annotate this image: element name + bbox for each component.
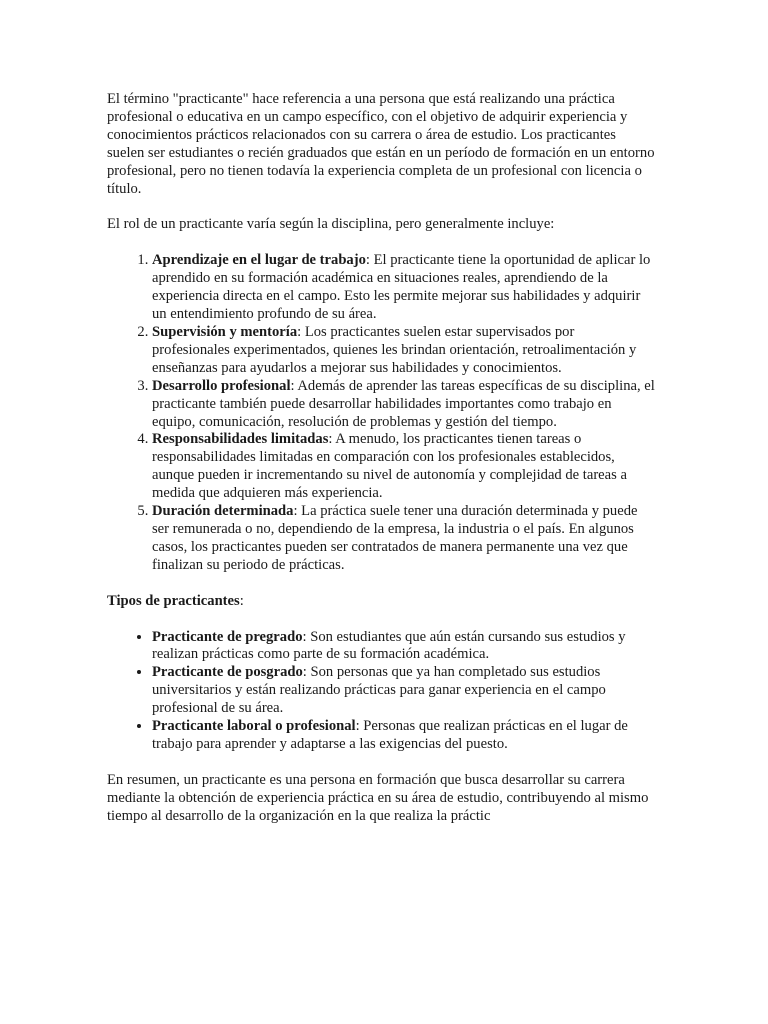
roles-intro-paragraph: El rol de un practicante varía según la disciplina, pero generalmente incluye: — [107, 216, 555, 233]
role-text: : Además de aprender las tareas específicas de su disciplina, el practicante también puede desarrollar habilidades importantes como trabajo en equipo, comunicación, resolución de problemas y gestión del tiempo. — [152, 377, 655, 430]
type-text: : Personas que realizan prácticas en el lugar de trabajo para aprender y adaptarse a las exigencias del puesto. — [152, 718, 628, 752]
roles-list — [107, 252, 655, 574]
document-page — [107, 91, 655, 826]
roles-list-item — [152, 431, 655, 503]
types-list-item — [152, 664, 655, 718]
intro-paragraph: El término "practicante" hace referencia a una persona que está realizando una práctica profesional o educativa en un campo específico, con el objetivo de adquirir experiencia y conocimientos prácticos relacionados con su carrera o área de estudio. Los practicantes suelen ser estudiantes o recién graduados que están en un período de formación en un entorno profesional, pero no tienen todavía la experiencia completa de un profesional con licencia o título. — [107, 91, 655, 197]
types-heading — [107, 593, 655, 611]
types-heading-label: Tipos de practicantes — [107, 592, 240, 609]
types-list-item — [152, 629, 655, 665]
roles-list-item — [152, 324, 655, 378]
role-title: Aprendizaje en el lugar de trabajo — [152, 252, 366, 269]
summary-paragraph: En resumen, un practicante es una persona en formación que busca desarrollar su carrera mediante la obtención de experiencia práctica en su área de estudio, contribuyendo al mismo tiempo al desarrollo de la organización en la que realiza la práctic — [107, 771, 649, 824]
type-title: Practicante de posgrado — [152, 664, 303, 681]
role-title: Supervisión y mentoría — [152, 323, 298, 340]
role-title: Duración determinada — [152, 503, 294, 520]
type-title: Practicante laboral o profesional — [152, 718, 356, 735]
role-text: : La práctica suele tener una duración determinada y puede ser remunerada o no, dependiendo de la empresa, la industria o el país. En algunos casos, los practicantes pueden ser contratados de manera permanente una vez que finalizan su periodo de prácticas. — [152, 503, 638, 573]
roles-list-item — [152, 252, 655, 324]
types-heading-colon: : — [239, 592, 244, 609]
types-list — [107, 629, 655, 754]
type-title: Practicante de pregrado — [152, 628, 303, 645]
type-text: : Son estudiantes que aún están cursando sus estudios y realizan prácticas como parte de su formación académica. — [152, 628, 626, 663]
role-title: Responsabilidades limitadas — [152, 431, 329, 448]
roles-list-item — [152, 503, 655, 575]
role-text: : Los practicantes suelen estar supervisados por profesionales experimentados, quienes les brindan orientación, retroalimentación y enseñanzas para ayudarlos a mejorar sus habilidades y conocimientos. — [152, 323, 637, 376]
roles-list-item — [152, 378, 655, 432]
role-text: : A menudo, los practicantes tienen tareas o responsabilidades limitadas en comparación con los profesionales establecidos, aunque pueden ir incrementando su nivel de autonomía y complejidad de tareas a medida que adquieren más experiencia. — [152, 431, 627, 502]
types-list-item — [152, 718, 655, 754]
role-title: Desarrollo profesional — [152, 377, 291, 394]
type-text: : Son personas que ya han completado sus estudios universitarios y están realizando prácticas para ganar experiencia en el campo profesional de su área. — [152, 664, 606, 717]
role-text: : El practicante tiene la oportunidad de aplicar lo aprendido en su formación académica en situaciones reales, aprendiendo de la experiencia directa en el campo. Esto les permite mejorar sus habilidades y adquirir un entendimiento profundo de su área. — [152, 252, 651, 323]
